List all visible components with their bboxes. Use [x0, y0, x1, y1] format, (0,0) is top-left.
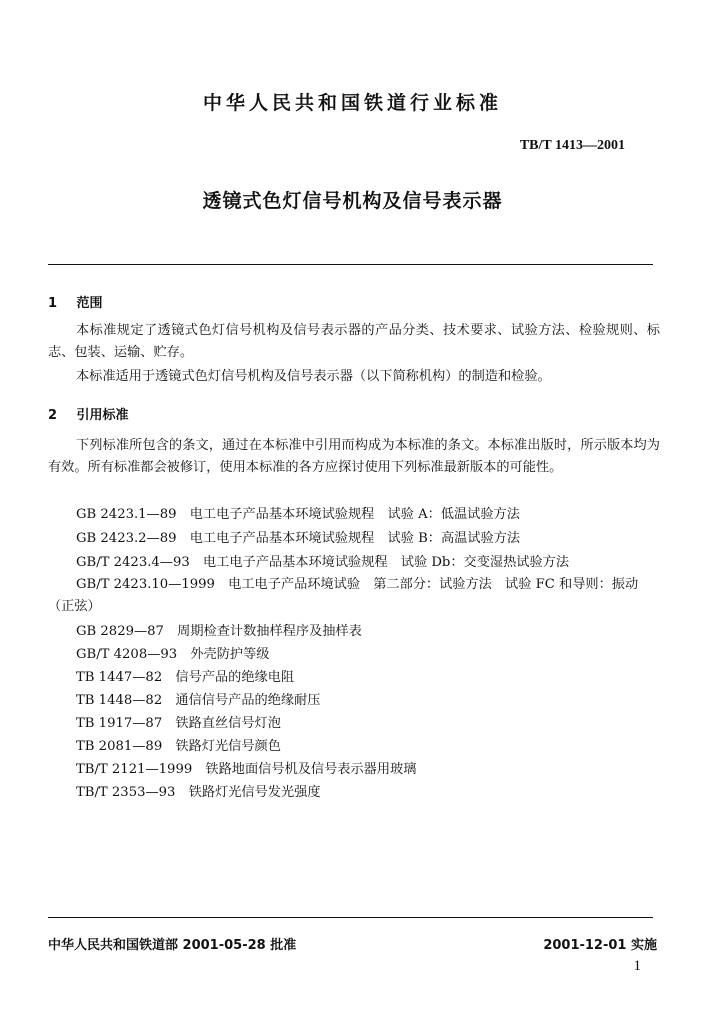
reference-item: GB 2423.2—89 电工电子产品基本环境试验规程 试验 B：高温试验方法: [76, 531, 521, 546]
section-1-paragraph-2: 本标准适用于透镜式色灯信号机构及信号表示器（以下简称机构）的制造和检验。: [76, 369, 551, 384]
reference-item: TB/T 2353—93 铁路灯光信号发光强度: [76, 785, 321, 800]
section-title: 范围: [76, 296, 103, 311]
footer-divider: [48, 917, 653, 918]
reference-item: TB 2081—89 铁路灯光信号颜色: [76, 739, 281, 754]
industry-standard-header: 中华人民共和国铁道行业标准: [202, 92, 502, 114]
reference-item: GB/T 4208—93 外壳防护等级: [76, 647, 270, 662]
header-divider: [48, 264, 653, 265]
section-number: 1: [48, 296, 58, 311]
reference-item: TB 1447—82 信号产品的绝缘电阻: [76, 670, 295, 685]
reference-item: TB 1448—82 通信信号产品的绝缘耐压: [76, 693, 321, 708]
reference-item: GB/T 2423.4—93 电工电子产品基本环境试验规程 试验 Db：交变湿热试验方法: [76, 555, 570, 570]
implementation-date: 2001-12-01 实施: [543, 938, 657, 953]
section-2-paragraph-1: 下列标准所包含的条文，通过在本标准中引用而构成为本标准的条文。本标准出版时，所示版本均为有效。所有标准都会被修订，使用本标准的各方应探讨使用下列标准最新版本的可能性。: [48, 438, 660, 475]
section-number: 2: [48, 408, 58, 423]
reference-item: GB/T 2423.10—1999 电工电子产品环境试验 第二部分：试验方法 试验 FC 和导则：振动（正弦）: [48, 577, 639, 614]
section-title: 引用标准: [76, 408, 129, 423]
reference-item: GB 2829—87 周期检查计数抽样程序及抽样表: [76, 624, 362, 639]
standard-number: TB/T 1413—2001: [519, 138, 625, 153]
section-1-paragraph-1: 本标准规定了透镜式色灯信号机构及信号表示器的产品分类、技术要求、试验方法、检验规则、标志、包装、运输、贮存。: [48, 323, 660, 360]
reference-item: GB 2423.1—89 电工电子产品基本环境试验规程 试验 A：低温试验方法: [76, 507, 520, 522]
page-number: 1: [633, 958, 641, 974]
section-1-heading: [48, 292, 103, 311]
reference-item: TB 1917—87 铁路直丝信号灯泡: [76, 716, 281, 731]
section-2-heading: [48, 404, 129, 423]
issue-statement: 中华人民共和国铁道部 2001-05-28 批准: [48, 938, 297, 953]
reference-item: TB/T 2121—1999 铁路地面信号机及信号表示器用玻璃: [76, 762, 417, 777]
document-title: 透镜式色灯信号机构及信号表示器: [202, 190, 503, 212]
